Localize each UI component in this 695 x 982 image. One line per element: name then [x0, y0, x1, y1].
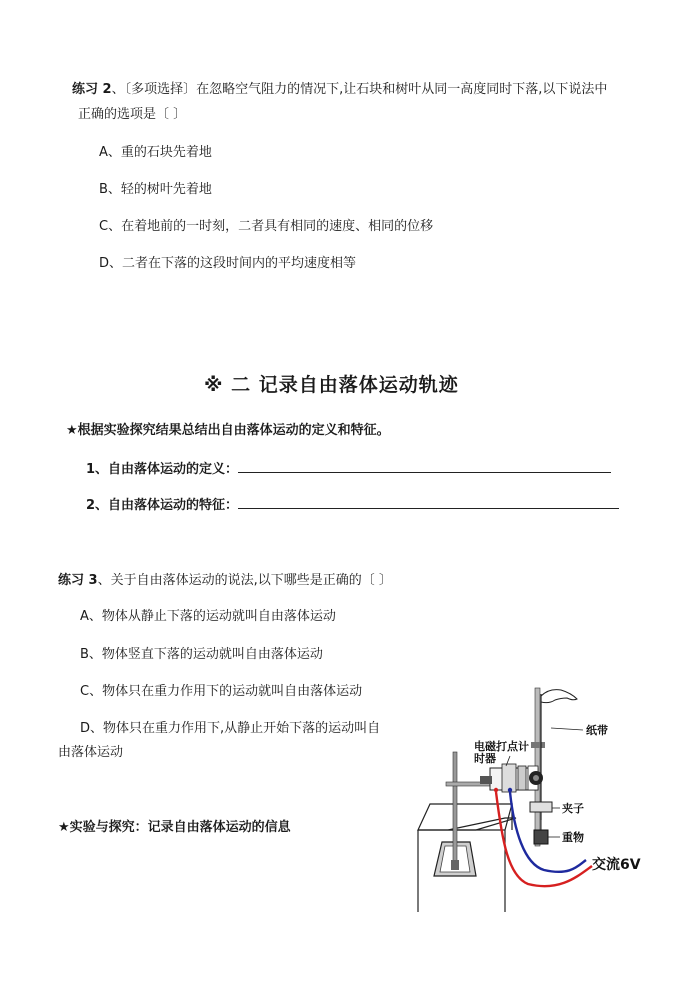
exercise-3-option-b: B、物体竖直下落的运动就叫自由落体运动 [80, 647, 323, 662]
features-answer-line[interactable] [238, 508, 619, 509]
exercise-2-option-c: C、在着地前的一时刻，二者具有相同的速度、相同的位移 [99, 219, 434, 234]
exercise-2-text-line1: 、〔多项选择〕在忽略空气阻力的情况下,让石块和树叶从同一高度同时下落,以下说法中 [111, 82, 608, 97]
hand-icon [541, 690, 577, 703]
exercise-2-question [72, 78, 607, 97]
clamp-label: 夹子 [562, 802, 584, 815]
timer-label-line1: 电磁打点计 [474, 740, 529, 753]
exercise-3-label: 练习 3 [58, 573, 98, 588]
definition-answer-line[interactable] [238, 472, 611, 473]
exercise-3-option-c: C、物体只在重力作用下的运动就叫自由落体运动 [80, 684, 363, 699]
exercise-2-label: 练习 2 [72, 82, 112, 97]
weight [534, 830, 548, 844]
features-label: 2、自由落体运动的特征： [86, 498, 239, 513]
features-fill [86, 494, 619, 513]
definition-fill [86, 458, 611, 477]
experiment-heading: ★实验与探究：记录自由落体运动的信息 [58, 820, 291, 835]
exercise-3-question [58, 569, 392, 588]
exercise-2-text-line2: 正确的选项是〔 〕 [78, 107, 187, 122]
tape-label: 纸带 [586, 724, 608, 737]
free-fall-apparatus-diagram [410, 680, 670, 920]
definition-label: 1、自由落体运动的定义： [86, 462, 239, 477]
section-title: ※ 二 记录自由落体运动轨迹 [204, 374, 459, 396]
exercise-2-option-a: A、重的石块先着地 [99, 145, 212, 160]
power-supply-label: 交流6V [592, 857, 641, 873]
timer-label-line2: 时器 [474, 752, 496, 765]
section-instruction: ★根据实验探究结果总结出自由落体运动的定义和特征。 [66, 423, 390, 438]
exercise-2-option-d: D、二者在下落的这段时间内的平均速度相等 [99, 256, 357, 271]
exercise-3-text: 、关于自由落体运动的说法,以下哪些是正确的〔 〕 [97, 573, 392, 588]
electromagnetic-timer [480, 764, 543, 792]
exercise-3-option-d: D、物体只在重力作用下,从静止开始下落的运动叫自 [80, 721, 381, 736]
clamp [530, 802, 552, 830]
weight-label: 重物 [562, 831, 584, 844]
exercise-3-option-d-continued: 由落体运动 [58, 745, 124, 760]
exercise-2-option-b: B、轻的树叶先着地 [99, 182, 212, 197]
exercise-3-option-a: A、物体从静止下落的运动就叫自由落体运动 [80, 609, 336, 624]
